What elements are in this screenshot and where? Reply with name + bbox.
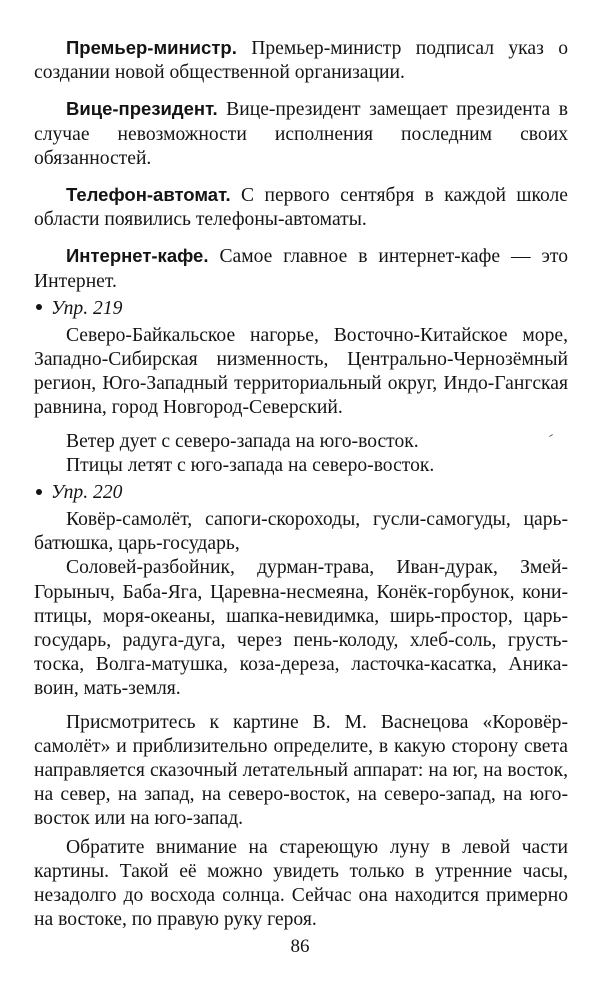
term: Интернет-кафе. (66, 245, 209, 267)
bullet-icon (36, 304, 42, 310)
term: Вице-президент. (66, 98, 218, 120)
exercise-220-paragraph: Соловей-разбойник, дурман-трава, Иван-дурак, Змей-Горыныч, Баба-Яга, Царевна-несмеяна, Конёк-горбунок, кони-птицы, моря-океаны, шапка-невидимка, ширь-простор, царь-государь, радуга-дуга, через пень-колоду, хлеб-соль, грусть-тоска, Волга-матушка, коза-дереза, ласточка-касатка, Аника-воин, мать-земля. (34, 557, 568, 700)
exercise-label: Упр. 220 (51, 482, 123, 504)
exercise-220-heading (34, 480, 568, 506)
bullet-icon (36, 489, 42, 495)
term: Телефон-автомат. (66, 184, 231, 206)
definition-payphone (34, 183, 568, 232)
exercise-220-paragraph: Ковёр-самолёт, сапоги-скороходы, гусли-самогуды, царь-батюшка, царь-государь, (34, 509, 568, 555)
exercise-219-heading (34, 296, 568, 322)
exercise-219-line: Ветер дует с северо-запада на юго-восток. (66, 430, 419, 452)
exercise-219-paragraph: Северо-Байкальское нагорье, Восточно-Китайское море, Западно-Сибирская низменность, Центрально-Чернозёмный регион, Юго-Западный территориальный округ, Индо-Гангская равнина, город Новгород-Северский. (34, 324, 568, 419)
definition-text: Премьер-министр подписал указ о создании новой общественной организации. (34, 38, 568, 84)
exercise-label: Упр. 219 (51, 297, 123, 319)
definition-text: Самое главное в интернет-кафе — это Интернет. (34, 246, 568, 292)
definition-internet-cafe (34, 244, 568, 293)
page-number: 86 (290, 936, 310, 957)
definition-text: Вице-президент замещает президента в случае невозможности исполнения последним своих обязанностей. (34, 99, 568, 169)
exercise-219-line: Птицы летят с юго-запада на северо-восток. (66, 454, 435, 476)
page-content (34, 36, 568, 933)
definition-text: С первого сентября в каждой школе области появились телефоны-автоматы. (34, 185, 568, 231)
definition-vice-president (34, 97, 568, 171)
task-paragraph: Присмотритесь к картине В. М. Васнецова «Коровёр-самолёт» и приблизительно определите, в какую сторону света направляется сказочный летательный аппарат: на юг, на восток, на север, на запад, на северо-восток, на северо-запад, на юго-восток или на юго-запад. (34, 711, 568, 830)
definition-prime-minister (34, 36, 568, 85)
term: Премьер-министр. (66, 37, 237, 58)
task-paragraph: Обратите внимание на стареющую луну в левой части картины. Такой её можно увидеть только в утренние часы, незадолго до восхода солнца. Сейчас она находится примерно на востоке, по правую руку героя. (34, 836, 568, 931)
